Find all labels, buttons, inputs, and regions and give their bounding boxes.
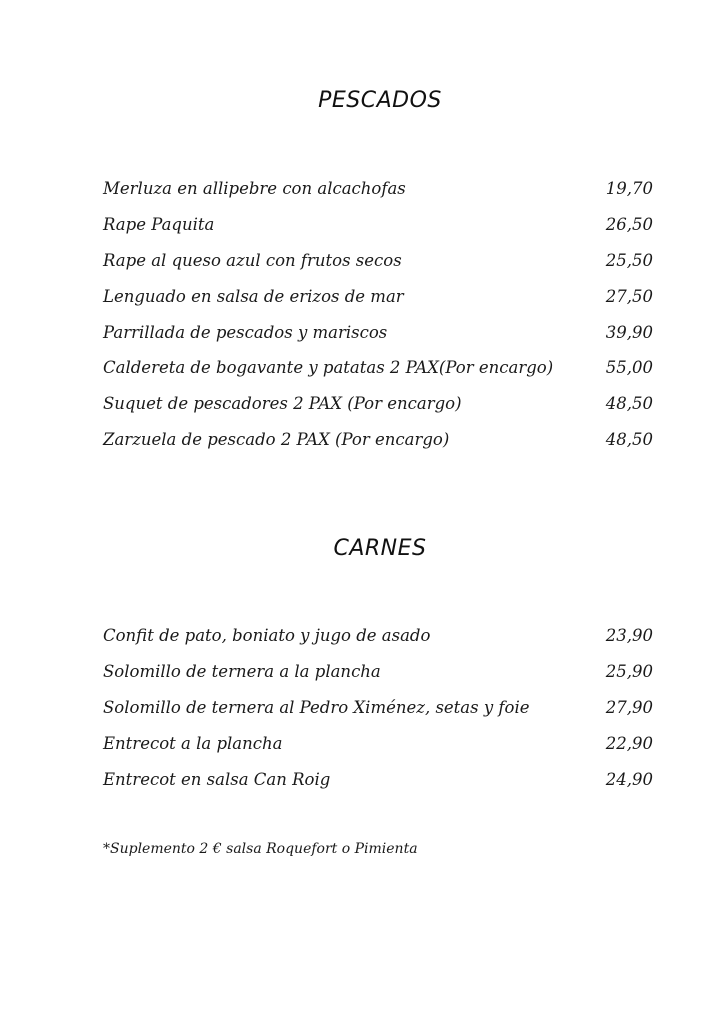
dish-name: Merluza en allipebre con alcachofas — [103, 179, 406, 198]
dish-name: Suquet de pescadores 2 PAX (Por encargo) — [103, 394, 462, 414]
dish-name: Rape al queso azul con frutos secos — [103, 250, 402, 270]
dish-price: 23,90 — [605, 626, 653, 645]
dish-name: Confit de pato, boniato y jugo de asado — [103, 626, 431, 645]
dish-price: 27,90 — [605, 697, 653, 717]
menu-item — [103, 625, 653, 661]
dish-price: 39,90 — [605, 322, 653, 342]
dish-name: Rape Paquita — [103, 214, 215, 234]
dish-name: Solomillo de ternera a la plancha — [103, 661, 381, 681]
dish-name: Parrillada de pescados y mariscos — [103, 322, 388, 342]
menu-item — [103, 178, 653, 214]
dish-name: Solomillo de ternera al Pedro Ximénez, setas y foie — [103, 697, 530, 717]
menu-item — [103, 733, 653, 769]
menu-item — [103, 661, 653, 697]
menu-item — [103, 250, 653, 286]
dish-price: 27,50 — [605, 286, 653, 306]
dish-price: 25,50 — [605, 250, 653, 270]
pescados-list — [103, 178, 653, 465]
dish-name: Zarzuela de pescado 2 PAX (Por encargo) — [103, 430, 450, 450]
dish-name: Lenguado en salsa de erizos de mar — [103, 286, 404, 306]
menu-item — [103, 322, 653, 358]
menu-item — [103, 214, 653, 250]
dish-name: Caldereta de bogavante y patatas 2 PAX(Por encargo) — [103, 358, 554, 378]
dish-price: 25,90 — [605, 661, 653, 681]
dish-price: 22,90 — [605, 733, 653, 753]
menu-item — [103, 769, 653, 805]
carnes-list — [103, 625, 653, 804]
dish-name: Entrecot en salsa Can Roig — [103, 769, 331, 789]
section-title-carnes: CARNES — [333, 536, 427, 561]
section-title-pescados: PESCADOS — [318, 88, 442, 113]
dish-price: 19,70 — [605, 179, 653, 198]
menu-item — [103, 393, 653, 429]
dish-price: 48,50 — [605, 394, 653, 414]
dish-price: 24,90 — [605, 769, 653, 789]
menu-item — [103, 357, 653, 393]
dish-price: 48,50 — [605, 430, 653, 450]
dish-name: Entrecot a la plancha — [103, 733, 283, 753]
dish-price: 55,00 — [605, 358, 653, 378]
footnote: *Suplemento 2 € salsa Roquefort o Pimienta — [103, 841, 418, 857]
menu-item — [103, 286, 653, 322]
menu-item — [103, 429, 653, 465]
menu-item — [103, 697, 653, 733]
dish-price: 26,50 — [605, 214, 653, 234]
